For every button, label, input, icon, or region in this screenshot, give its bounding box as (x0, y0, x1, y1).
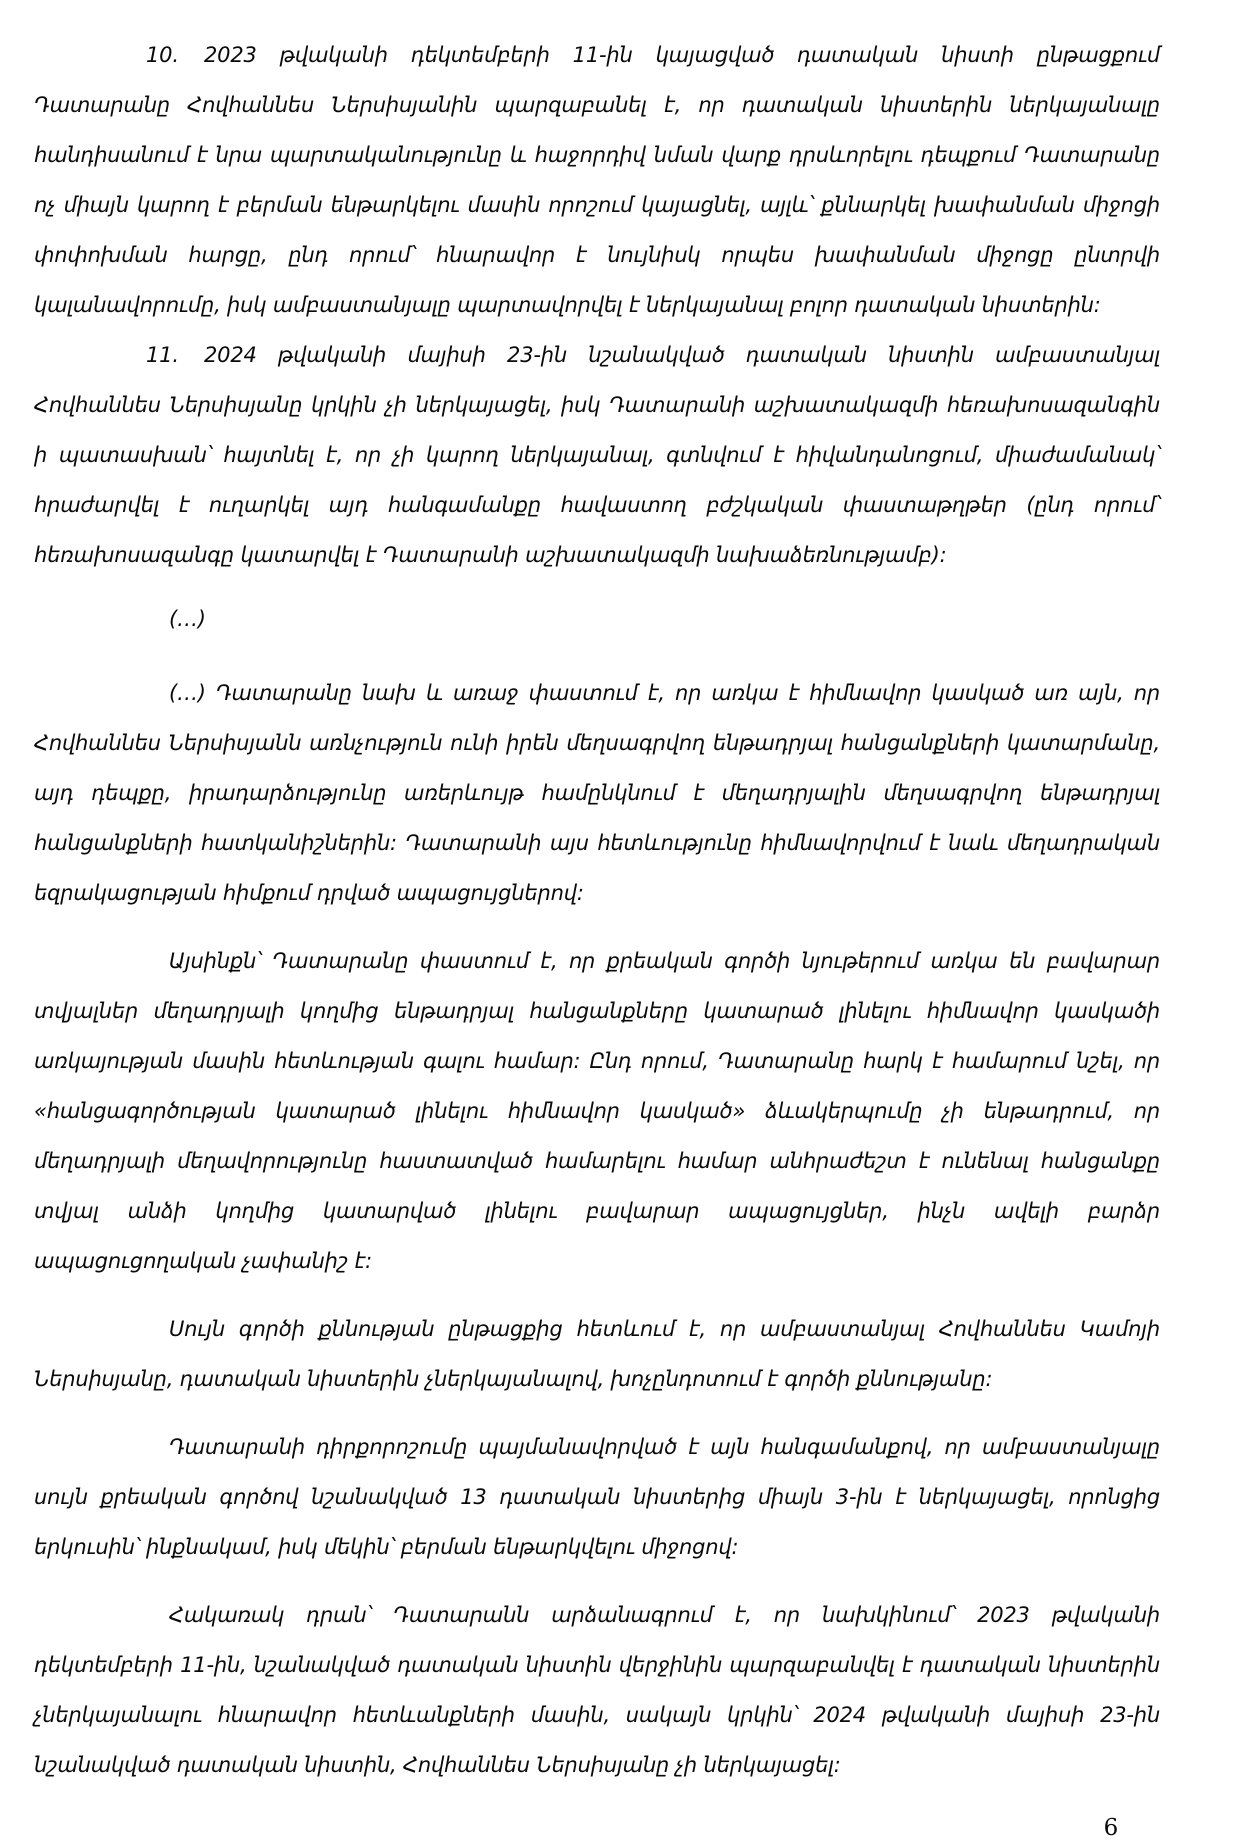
paragraph-repeated-absence: Հակառակ դրան՝ Դատարանն արձանագրում է, որ նախկինում՝ 2023 թվականի դեկտեմբերի 11-ին, նշանակված դատական նիստին վերջինին պարզաբանվել է դատական նիստերին չներկայանալու հնարավոր հետևանքների մասին, սակայն կրկին՝ 2024 թվականի մայիսի 23-ին նշանակված դատական նիստին, Հովհաննես Ներսիսյանը չի ներկայացել: (34, 1603, 1160, 1777)
paragraph-obstruction: Սույն գործի քննության ընթացքից հետևում է, որ ամբաստանյալ Հովհաննես Կամոյի Ներսիսյանը, դատական նիստերին չներկայանալով, խոչընդոտում է գործի քննությանը: (34, 1317, 1160, 1391)
paragraph-reasonable-suspicion: Այսինքն՝ Դատարանը փաստում է, որ քրեական գործի նյութերում առկա են բավարար տվյալներ մեղադրյալի կողմից ենթադրյալ հանցանքները կատարած լինելու հիմնավոր կասկածի առկայության մասին հետևության գալու համար: Ընդ որում, Դատարանը հարկ է համարում նշել, որ «հանցագործության կատարած լինելու հիմնավոր կասկած» ձևակերպումը չի ենթադրում, որ մեղադրյալի մեղավորությունը հաստատված համարելու համար անհրաժեշտ է ունենալ հանցանքը տվյալ անձի կողմից կատարված լինելու բավարար ապացույցներ, ինչն ավելի բարձր ապացուցողական չափանիշ է: (34, 949, 1160, 1273)
paragraph-11-number: 11. (146, 343, 179, 367)
paragraph-11 (34, 330, 1160, 580)
paragraph-attendance-record: Դատարանի դիրքորոշումը պայմանավորված է այն հանգամանքով, որ ամբաստանյալը սույն քրեական գործով նշանակված 13 դատական նիստերից միայն 3-ին է ներկայացել, որոնցից երկուսին՝ ինքնակամ, իսկ մեկին՝ բերման ենթարկվելու միջոցով: (34, 1435, 1160, 1559)
omission-marker: (…) (169, 607, 206, 631)
paragraph-court-findings: (…) Դատարանը նախ և առաջ փաստում է, որ առկա է հիմնավոր կասկած առ այն, որ Հովհաննես Ներսիսյանն առնչություն ունի իրեն մեղսագրվող ենթադրյալ հանցանքների կատարմանը, այդ դեպքը, իրադարձությունը առերևույթ համընկնում է մեղադրյալին մեղսագրվող ենթադրյալ հանցանքների հատկանիշներին: Դատարանի այս հետևությունը հիմնավորվում է նաև մեղադրական եզրակացության հիմքում դրված ապացույցներով: (34, 681, 1160, 905)
paragraph-11-text: 2024 թվականի մայիսի 23-ին նշանակված դատական նիստին ամբաստանյալ Հովհաննես Ներսիսյանը կրկին չի ներկայացել, իսկ Դատարանի աշխատակազմի հեռախոսազանգին ի պատասխան՝ հայտնել է, որ չի կարող ներկայանալ, գտնվում է հիվանդանոցում, միաժամանակ՝ հրաժարվել է ուղարկել այդ հանգամանքը հավաստող բժշկական փաստաթղթեր (ընդ որում՝ հեռախոսազանգը կատարվել է Դատարանի աշխատակազմի նախաձեռնությամբ): (34, 343, 1160, 567)
paragraph-10-number: 10. (146, 43, 179, 67)
page-number: 6 (1103, 1815, 1118, 1841)
paragraph-10 (34, 30, 1160, 330)
paragraph-10-text: 2023 թվականի դեկտեմբերի 11-ին կայացված դատական նիստի ընթացքում Դատարանը Հովհաննես Ներսիսյանին պարզաբանել է, որ դատական նիստերին ներկայանալը հանդիսանում է նրա պարտականությունը և հաջորդիվ նման վարք դրսևորելու դեպքում Դատարանը ոչ միայն կարող է բերման ենթարկելու մասին որոշում կայացնել, այլև՝ քննարկել խափանման միջոցի փոփոխման հարցը, ընդ որում՝ հնարավոր է նույնիսկ որպես խափանման միջոցը ընտրվի կալանավորումը, իսկ ամբաստանյալը պարտավորվել է ներկայանալ բոլոր դատական նիստերին: (34, 43, 1160, 317)
